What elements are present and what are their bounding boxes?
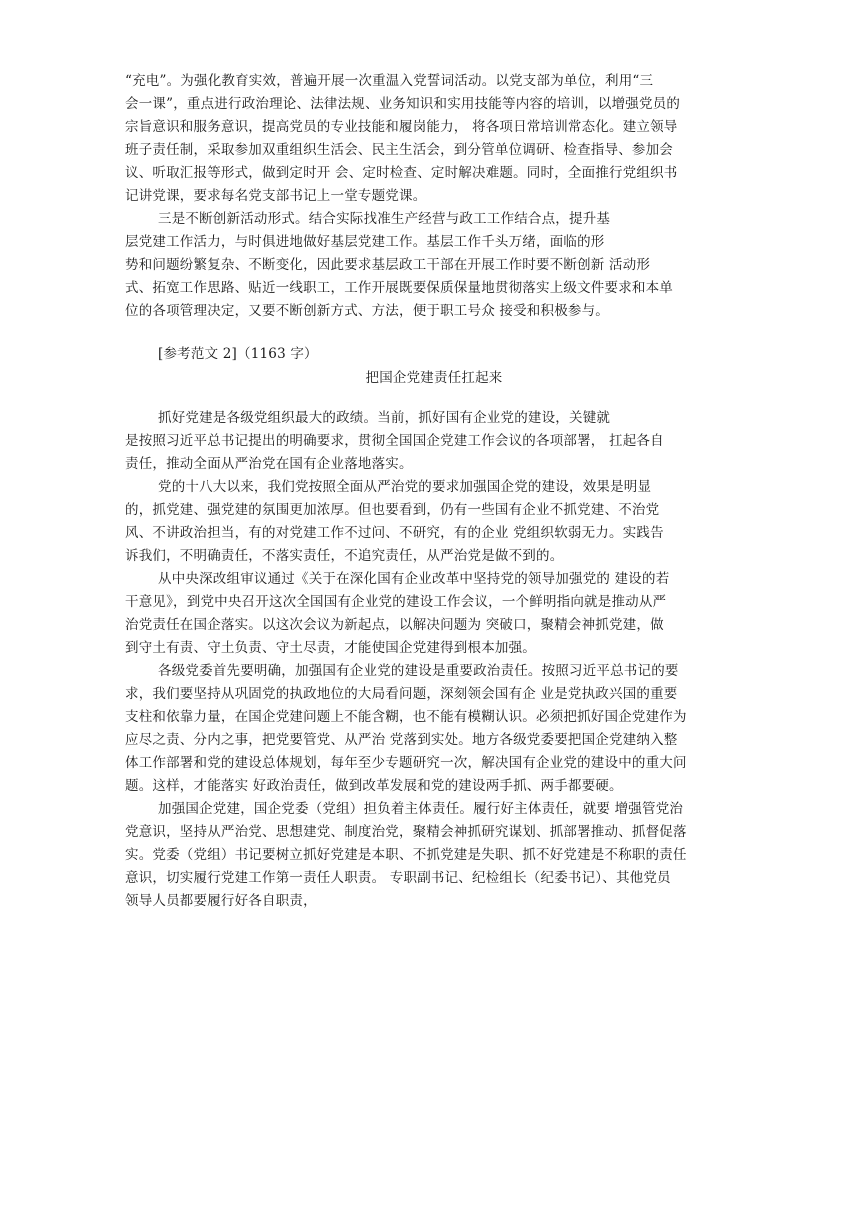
paragraph-first-line: 各级党委首先要明确，加强国有企业党的建设是重要政治责任。按照习近平总书记的要 (158, 663, 679, 679)
text-line: 题。这样，才能落实 好政治责任，做到改革发展和党的建设两手抓、两手都要硬。 (125, 778, 623, 794)
text-line: 势和问题纷繁复杂、不断变化，因此要求基层政工干部在开展工作时要不断创新 活动形 (125, 257, 651, 273)
paragraph-first-line: 抓好党建是各级党组织最大的政绩。当前，抓好国有企业党的建设，关键就 (158, 410, 611, 426)
text-line: 干意见》，到党中央召开这次全国国有企业党的建设工作会议，一个鲜明指向就是推动从严 (125, 594, 667, 610)
text-line: “充电”。为强化教育实效，普遍开展一次重温入党誓词活动。以党支部为单位，利用“三 (125, 73, 654, 89)
text-line: 体工作部署和党的建设总体规划，每年至少专题研究一次，解决国有企业党的建设中的重大问 (125, 755, 687, 771)
text-line: 诉我们，不明确责任，不落实责任，不追究责任，从严治党是做不到的。 (125, 548, 564, 564)
paragraph-first-line: 三是不断创新活动形式。结合实际找准生产经营与政工工作结合点，提升基 (158, 211, 611, 227)
text-line: 班子责任制，采取参加双重组织生活会、民主生活会，到分管单位调研、检查指导、参加会 (125, 142, 673, 158)
text-line: 位的各项管理决定，又要不断创新方式、方法，便于职工号众 接受和积极参与。 (125, 303, 609, 319)
text-line: 应尽之责、分内之事，把党要管党、从严治 党落到实处。地方各级党委要把国企党建纳入整 (125, 732, 678, 748)
text-line: 式、拓宽工作思路、贴近一线职工，工作开展既要保质保量地贯彻落实上级文件要求和本单 (125, 280, 673, 296)
text-line: 到守土有责、守土负责、守土尽责，才能使国企党建得到根本加强。 (125, 640, 536, 656)
paragraph-first-line: 党的十八大以来，我们党按照全面从严治党的要求加强国企党的建设，效果是明显 (158, 479, 652, 495)
paragraph-first-line: 加强国企党建，国企党委（党组）担负着主体责任。履行好主体责任，就要 增强管党治 (158, 801, 684, 817)
text-line: 领导人员都要履行好各自职责， (125, 893, 317, 909)
text-line: 风、不讲政治担当，有的对党建工作不过问、不研究，有的企业 党组织软弱无力。实践告 (125, 525, 664, 541)
text-line: 责任，推动全面从严治党在国有企业落地落实。 (125, 456, 413, 472)
text-line: 议、听取汇报等形式，做到定时开 会、定时检查、定时解决难题。同时，全面推行党组织书 (125, 165, 678, 181)
text-line: 层党建工作活力，与时俱进地做好基层党建工作。基层工作千头万绪，面临的形 (125, 234, 605, 250)
text-line: 治党责任在国企落实。以这次会议为新起点，以解决问题为 突破口，聚精会神抓党建，做 (125, 617, 664, 633)
reference-label: [参考范文 2]（1163 字） (158, 346, 318, 362)
text-line: 会一课”，重点进行政治理论、法律法规、业务知识和实用技能等内容的培训，以增强党员的 (125, 96, 681, 112)
text-line: 实。党委（党组）书记要树立抓好党建是本职、不抓党建是失职、抓不好党建是不称职的责任 (125, 847, 687, 863)
text-line: 宗旨意识和服务意识，提高党员的专业技能和履岗能力， 将各项日常培训常态化。建立领导 (125, 119, 678, 135)
text-line: 的，抓党建、强党建的氛围更加浓厚。但也要看到，仍有一些国有企业不抓党建、不治党 (125, 502, 660, 518)
text-line: 是按照习近平总书记提出的明确要求，贯彻全国国企党建工作会议的各项部署， 扛起各自 (125, 433, 664, 449)
article-title: 把国企党建责任扛起来 (365, 370, 503, 386)
text-line: 意识，切实履行党建工作第一责任人职责。 专职副书记、纪检组长（纪委书记）、其他党员 (125, 870, 671, 886)
text-line: 党意识，坚持从严治党、思想建党、制度治党，聚精会神抓研究谋划、抓部署推动、抓督促落 (125, 824, 687, 840)
text-line: 记讲党课，要求每名党支部书记上一堂专题党课。 (125, 188, 427, 204)
text-line: 支柱和依靠力量，在国企党建问题上不能含糊，也不能有模糊认识。必须把抓好国企党建作为 (125, 709, 687, 725)
paragraph-first-line: 从中央深改组审议通过《关于在深化国有企业改革中坚持党的领导加强党的 建设的若 (158, 571, 670, 587)
text-line: 求，我们要坚持从巩固党的执政地位的大局看问题，深刻领会国有企 业是党执政兴国的重要 (125, 686, 678, 702)
